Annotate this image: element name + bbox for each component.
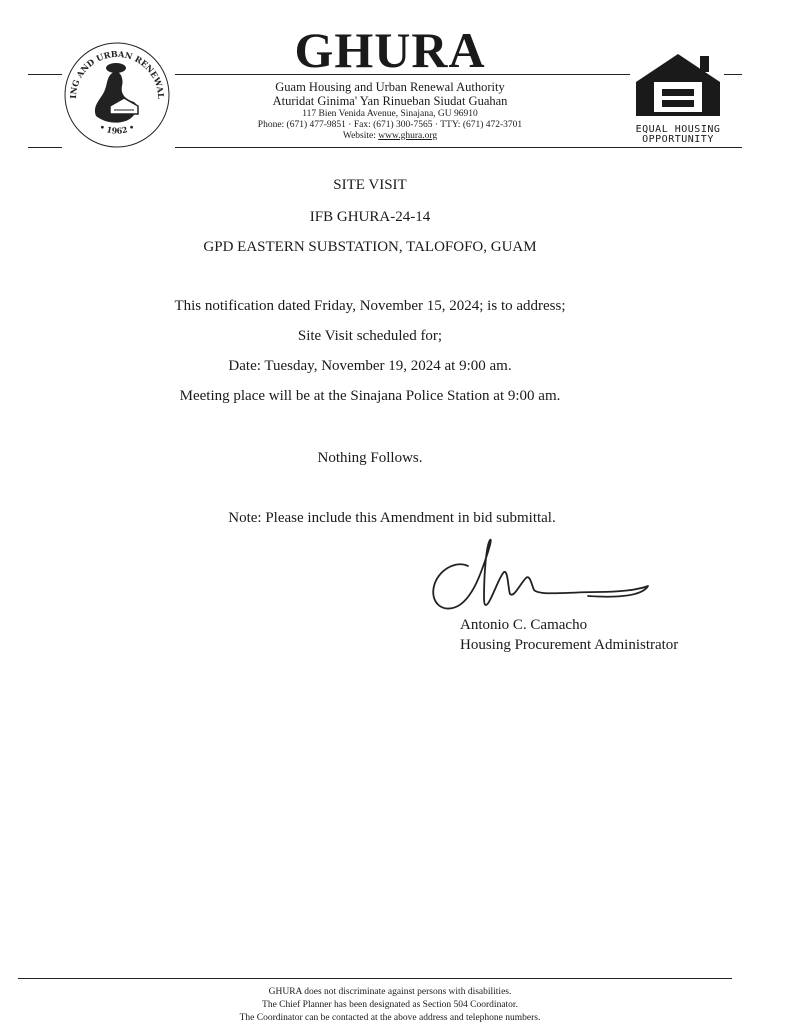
signer-name: Antonio C. Camacho [460, 617, 588, 633]
footer-line-1: GHURA does not discriminate against persons with disabilities. [268, 987, 512, 997]
header-rule-bottom [175, 147, 742, 148]
handwritten-signature-icon [428, 536, 654, 614]
ghura-seal-icon [62, 40, 172, 150]
organization-website-line [230, 131, 550, 142]
seal-ring-text-bottom: • 1962 • [97, 121, 137, 136]
notice-line-date: This notification dated Friday, November 15, 2024; is to address; [174, 298, 566, 314]
organization-name-english: Guam Housing and Urban Renewal Authority [275, 80, 505, 94]
equal-housing-text-line1: EQUAL HOUSING [635, 124, 721, 135]
seal-ring-text-top: ING AND URBAN RENEWAL [67, 48, 167, 100]
notice-line-site-visit: Site Visit scheduled for; [297, 328, 443, 344]
notice-line-schedule: Date: Tuesday, November 19, 2024 at 9:00 am. [228, 358, 512, 374]
website-link[interactable]: www.ghura.org [378, 130, 438, 141]
equal-housing-text-line2: OPPORTUNITY [642, 134, 714, 145]
equal-housing-text [630, 125, 726, 145]
notice-heading: SITE VISIT [333, 177, 407, 193]
header-rule-right [724, 74, 742, 75]
organization-address: 117 Bien Venida Avenue, Sinajana, GU 96910 [302, 108, 478, 119]
nothing-follows: Nothing Follows. [317, 450, 423, 466]
organization-info [230, 80, 550, 142]
agency-acronym-title: GHURA [294, 22, 486, 78]
ifb-number: IFB GHURA-24-14 [309, 209, 431, 225]
header-rule-left-bottom [28, 147, 62, 148]
equal-housing-opportunity-icon [630, 52, 726, 118]
amendment-note: Note: Please include this Amendment in bid submittal. [228, 510, 556, 526]
footer-disclaimer [150, 986, 630, 1024]
project-name: GPD EASTERN SUBSTATION, TALOFOFO, GUAM [203, 239, 537, 255]
svg-text:• 1962 • [98, 122, 136, 136]
notice-line-meeting-place: Meeting place will be at the Sinajana Police Station at 9:00 am. [179, 388, 561, 404]
header-rule-left [28, 74, 62, 75]
footer-line-3: The Coordinator can be contacted at the above address and telephone numbers. [239, 1012, 541, 1023]
footer-line-2: The Chief Planner has been designated as Section 504 Coordinator. [262, 999, 518, 1010]
website-label: Website: [342, 130, 376, 141]
organization-name-chamorro: Aturidat Ginima' Yan Rinueban Siudat Guahan [272, 94, 508, 109]
footer-rule [18, 978, 732, 979]
signer-title: Housing Procurement Administrator [460, 637, 679, 653]
equal-housing-opportunity-logo [630, 52, 726, 145]
organization-phone-numbers: Phone: (671) 477-9851 · Fax: (671) 300-7565 · TTY: (671) 472-3701 [257, 119, 523, 130]
